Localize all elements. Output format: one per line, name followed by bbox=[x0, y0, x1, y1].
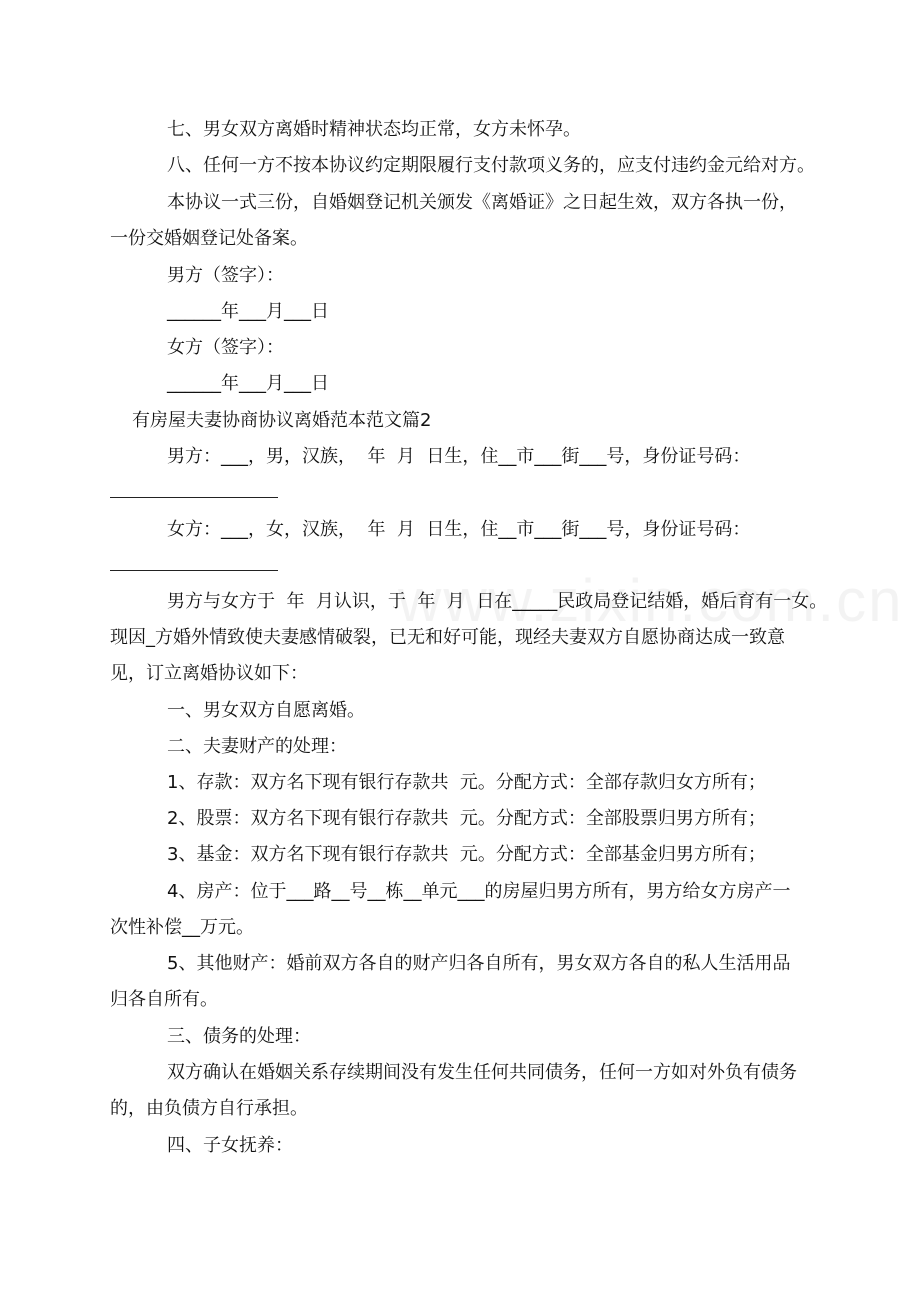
female-id-number-blank bbox=[110, 570, 278, 571]
marriage-info-line-1: 男方与女方于 年 月认识，于 年 月 日在_____民政局登记结婚，婚后育有一女。 bbox=[167, 591, 828, 612]
clause-8: 八、任何一方不按本协议约定期限履行支付款项义务的，应支付违约金元给对方。 bbox=[167, 155, 815, 176]
debt-line-1: 双方确认在婚姻关系存续期间没有发生任何共同债务，任何一方如对外负有债务 bbox=[167, 1062, 797, 1083]
section-title: 有房屋夫妻协商协议离婚范本范文篇2 bbox=[132, 410, 432, 431]
agreement-copies-line-1: 本协议一式三份，自婚姻登记机关颁发《离婚证》之日起生效，双方各执一份， bbox=[167, 192, 797, 213]
male-signature-date: ______年___月___日 bbox=[167, 301, 329, 322]
clause-3-heading: 三、债务的处理： bbox=[167, 1026, 311, 1047]
female-party-info: 女方：___，女，汉族， 年 月 日生，住__市___街___号，身份证号码： bbox=[167, 519, 751, 540]
clause-1: 一、男女双方自愿离婚。 bbox=[167, 700, 365, 721]
clause-7: 七、男女双方离婚时精神状态均正常，女方未怀孕。 bbox=[167, 119, 581, 140]
property-other-line-1: 5、其他财产：婚前双方各自的财产归各自所有，男女双方各自的私人生活用品 bbox=[167, 953, 791, 974]
male-id-number-blank bbox=[110, 497, 278, 498]
property-house-line-2: 次性补偿__万元。 bbox=[110, 917, 254, 938]
clause-2-heading: 二、夫妻财产的处理： bbox=[167, 736, 347, 757]
agreement-copies-line-2: 一份交婚姻登记处备案。 bbox=[110, 228, 308, 249]
property-fund: 3、基金：双方名下现有银行存款共 元。分配方式：全部基金归男方所有； bbox=[167, 844, 766, 865]
property-deposit: 1、存款：双方名下现有银行存款共 元。分配方式：全部存款归女方所有； bbox=[167, 772, 766, 793]
marriage-info-line-2: 现因_方婚外情致使夫妻感情破裂，已无和好可能，现经夫妻双方自愿协商达成一致意 bbox=[110, 627, 785, 648]
property-other-line-2: 归各自所有。 bbox=[110, 989, 218, 1010]
male-signature-label: 男方（签字）： bbox=[167, 265, 284, 286]
property-house-line-1: 4、房产：位于___路__号__栋__单元___的房屋归男方所有，男方给女方房产一 bbox=[167, 881, 791, 902]
debt-line-2: 的，由负债方自行承担。 bbox=[110, 1098, 308, 1119]
clause-4-heading: 四、子女抚养： bbox=[167, 1135, 293, 1156]
watermark bbox=[398, 566, 903, 636]
property-stock: 2、股票：双方名下现有银行存款共 元。分配方式：全部股票归男方所有； bbox=[167, 808, 766, 829]
female-signature-label: 女方（签字）： bbox=[167, 337, 284, 358]
marriage-info-line-3: 见，订立离婚协议如下： bbox=[110, 663, 308, 684]
female-signature-date: ______年___月___日 bbox=[167, 373, 329, 394]
male-party-info: 男方：___，男，汉族， 年 月 日生，住__市___街___号，身份证号码： bbox=[167, 446, 751, 467]
